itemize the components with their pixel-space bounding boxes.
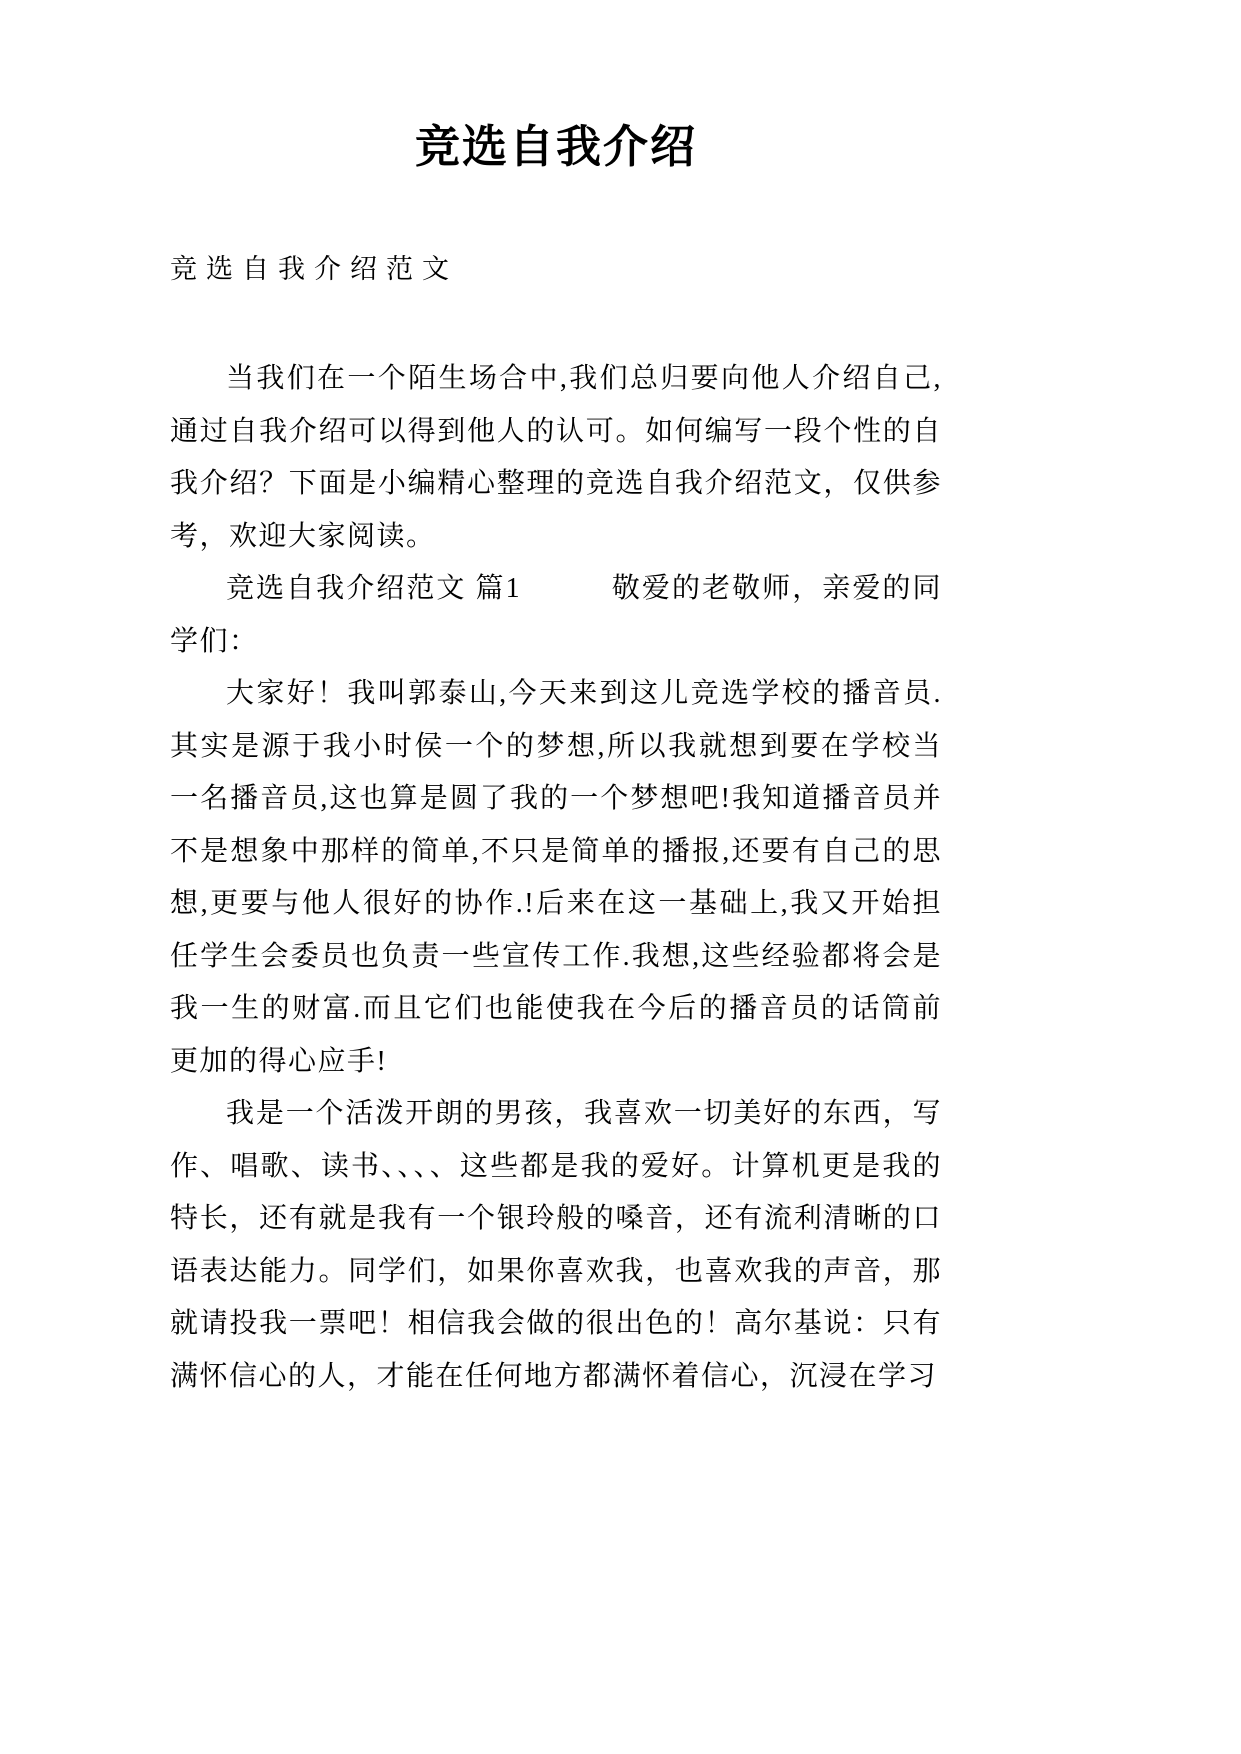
paragraph-intro: 当我们在一个陌生场合中,我们总归要向他人介绍自己,通过自我介绍可以得到他人的认可。如何编写一段个性的自我介绍？下面是小编精心整理的竞选自我介绍范文，仅供参考，欢迎大家阅读。 bbox=[170, 363, 942, 552]
document-body bbox=[170, 353, 942, 1403]
paragraph-section-heading: 竞选自我介绍范文 篇1 敬爱的老敬师，亲爱的同学们： bbox=[170, 573, 942, 657]
document-title: 竞选自我介绍 bbox=[414, 122, 697, 172]
document-content bbox=[170, 0, 942, 1403]
paragraph-greeting-speech: 大家好！我叫郭泰山,今天来到这儿竞选学校的播音员.其实是源于我小时侯一个的梦想,所以我就想到要在学校当一名播音员,这也算是圆了我的一个梦想吧!我知道播音员并不是想象中那样的简单,不只是简单的播报,还要有自己的思想,更要与他人很好的协作.!后来在这一基础上,我又开始担任学生会委员也负责一些宣传工作.我想,这些经验都将会是我一生的财富.而且它们也能使我在今后的播音员的话筒前更加的得心应手! bbox=[170, 678, 942, 1077]
document-subtitle: 竞选自我介绍范文 bbox=[170, 254, 458, 284]
paragraph-hobbies-speech: 我是一个活泼开朗的男孩，我喜欢一切美好的东西，写作、唱歌、读书、、、、这些都是我的爱好。计算机更是我的特长，还有就是我有一个银玲般的嗓音，还有流利清晰的口语表达能力。同学们，如果你喜欢我，也喜欢我的声音，那就请投我一票吧！相信我会做的很出色的！高尔基说：只有满怀信心的人，才能在任何地方都满怀着信心，沉浸在学习 bbox=[170, 1098, 942, 1392]
